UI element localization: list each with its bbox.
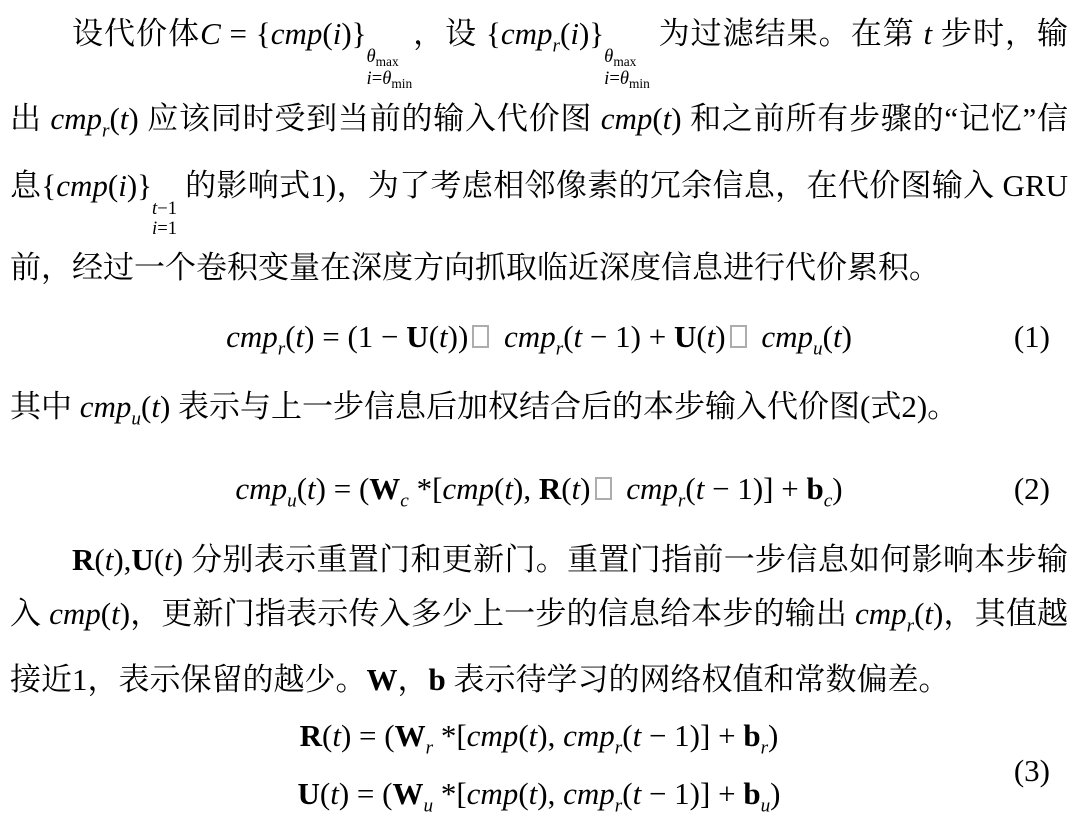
text-run: i: [332, 16, 342, 51]
text-run: r: [101, 119, 110, 141]
text-run: cmp: [504, 319, 556, 355]
text-run: ) = (: [338, 776, 393, 812]
text-run: t: [832, 319, 842, 355]
equation-1-number: (1): [1013, 319, 1050, 355]
text-run: U: [131, 541, 154, 577]
text-run: ，设: [412, 16, 486, 51]
text-run: cmp: [563, 776, 615, 812]
text-run: ，: [397, 661, 429, 697]
text-run: min: [391, 75, 413, 91]
text-run: [496, 319, 504, 354]
text-run: (: [322, 16, 333, 51]
text-run: cmp: [50, 100, 102, 136]
text-run: R: [299, 717, 322, 753]
script-stack: [152, 199, 177, 241]
text-run: (: [296, 470, 308, 506]
text-run: (: [141, 389, 152, 425]
text-run: W: [369, 470, 401, 506]
text-run: t: [119, 100, 129, 136]
text-run: θ: [619, 67, 629, 89]
text-run: (: [322, 717, 333, 753]
text-run: (: [109, 100, 120, 136]
text-run: ): [770, 776, 781, 812]
text-run: ): [580, 470, 591, 506]
equation-3-number: (3): [1013, 753, 1050, 789]
text-run: b: [806, 470, 824, 506]
text-run: b: [428, 661, 446, 697]
equation-3-row-reset-gate: [10, 713, 1068, 771]
text-run: *[: [433, 776, 467, 812]
text-run: ),: [537, 717, 564, 753]
text-run: ) = (1 −: [304, 319, 407, 355]
text-run: − 1)] +: [704, 470, 807, 506]
text-run: t: [571, 470, 581, 506]
text-run: R: [538, 470, 562, 506]
text-run: u: [287, 489, 297, 511]
text-run: t: [573, 319, 583, 355]
text-run: r: [614, 795, 623, 817]
text-run: ): [159, 389, 171, 425]
text-run: =1: [157, 218, 178, 240]
paragraph-cost-volume-intro: [10, 6, 1068, 295]
text-run: (: [563, 319, 574, 355]
text-run: ，其值越接近1，表示保留的越少。: [10, 595, 1069, 697]
text-run: cmp: [79, 389, 132, 425]
text-run: (: [153, 541, 165, 577]
text-run: U: [406, 319, 429, 355]
text-run: c: [400, 489, 409, 511]
text-run: 表示待学习的网络权值和常数偏差。: [445, 661, 950, 697]
text-run: ): [128, 100, 139, 136]
text-run: i: [570, 16, 579, 51]
missing-glyph-box: [730, 325, 747, 348]
text-run: (: [518, 717, 529, 753]
text-run: max: [375, 53, 399, 69]
text-run: max: [613, 53, 637, 69]
equation-2-formula: [235, 470, 843, 511]
text-run: 应该同时受到当前的输入代价图: [138, 100, 601, 136]
text-run: ),: [113, 541, 132, 577]
text-run: 为过滤结果。在第: [649, 16, 924, 51]
text-run: t: [923, 16, 933, 51]
text-run: 设代价体: [72, 16, 201, 51]
text-run: t: [695, 470, 705, 506]
text-run: t: [528, 717, 538, 753]
text-run: (: [107, 167, 119, 203]
text-run: 其中: [10, 389, 80, 425]
text-run: u: [813, 338, 823, 360]
text-run: t: [662, 100, 672, 136]
equation-1-formula: [226, 319, 852, 360]
text-run: cmp: [466, 776, 519, 812]
text-run: cmp: [235, 470, 288, 506]
text-run: U: [673, 319, 697, 355]
text-run: ): [768, 717, 779, 753]
paragraph-gates-explanation: [10, 533, 1068, 707]
text-run: r: [277, 338, 286, 360]
text-run: ) = (: [315, 470, 370, 506]
text-run: r: [614, 737, 623, 759]
text-run: ): [715, 319, 726, 355]
text-run: (: [696, 319, 707, 355]
text-run: ): [933, 595, 944, 631]
text-run: (: [561, 470, 572, 506]
text-run: W: [392, 776, 424, 812]
text-run: −1: [157, 197, 178, 219]
text-run: ): [841, 319, 852, 355]
text-run: cmp: [49, 595, 101, 631]
text-run: W: [394, 717, 426, 753]
equation-3-row-update-gate: [10, 771, 1068, 829]
text-run: t: [111, 595, 120, 631]
text-run: (: [652, 100, 663, 136]
text-run: i: [152, 218, 158, 240]
text-run: )}: [578, 16, 605, 51]
text-run: ),: [513, 470, 539, 506]
text-run: cmp: [600, 100, 653, 136]
text-run: t: [706, 319, 716, 355]
text-run: *[: [408, 470, 443, 506]
text-run: 表示与上一步信息后加权结合后的本步输入代价图(式2)。: [170, 389, 959, 425]
text-run: C: [200, 16, 221, 51]
text-run: 的影响式1)，为了考虑相邻像素的冗余信息，在代价图输入 GRU 前，经过一个卷积变量在深度方向抓取临近深度信息进行代价累积。: [10, 167, 1069, 286]
text-run: cmp: [626, 470, 678, 506]
missing-glyph-box: [472, 325, 489, 348]
text-run: b: [743, 776, 761, 812]
text-run: (: [94, 541, 105, 577]
text-run: 分别表示重置门和更新门。重置门指前一步信息如何影响本步输入: [10, 541, 1068, 631]
equation-1: [10, 307, 1068, 367]
text-run: − 1)] +: [641, 717, 744, 753]
text-run: ): [172, 541, 184, 577]
text-run: r: [425, 737, 434, 759]
text-run: cmp: [500, 16, 553, 51]
text-run: r: [677, 489, 686, 511]
text-run: t: [330, 776, 339, 812]
text-run: t: [632, 776, 642, 812]
text-run: *[: [433, 717, 467, 753]
equation-3: [10, 713, 1068, 829]
text-run: )}: [341, 16, 367, 51]
script-stack: [604, 47, 650, 91]
text-run: cmp: [226, 319, 278, 355]
text-run: u: [423, 795, 434, 817]
missing-glyph-box: [595, 477, 612, 500]
text-run: r: [555, 338, 564, 360]
text-run: (: [622, 776, 633, 812]
text-run: W: [366, 661, 398, 697]
text-run: r: [552, 35, 561, 57]
text-run: i: [118, 167, 127, 203]
text-run: (: [494, 470, 505, 506]
text-run: c: [823, 489, 833, 511]
text-run: U: [297, 776, 320, 812]
text-run: cmp: [56, 167, 108, 203]
text-run: t: [295, 319, 305, 355]
text-run: (: [285, 319, 296, 355]
text-run: (: [518, 776, 529, 812]
text-run: r: [906, 614, 915, 636]
text-run: θ: [382, 67, 392, 89]
text-run: r: [760, 737, 769, 759]
text-run: t: [632, 717, 642, 753]
text-run: 步时，输出: [10, 16, 1068, 136]
text-run: cmp: [466, 717, 519, 753]
text-run: (: [822, 319, 833, 355]
text-run: (: [560, 16, 571, 51]
text-run: (: [100, 595, 112, 631]
text-run: ): [671, 100, 682, 136]
script-stack: [367, 47, 413, 91]
text-run: t: [151, 389, 160, 425]
text-run: t: [152, 197, 158, 219]
text-run: θ: [366, 45, 376, 67]
text-run: R: [72, 541, 95, 577]
text-run: u: [131, 408, 142, 430]
text-run: t: [439, 319, 448, 355]
text-run: ，更新门指表示传入多少上一步的信息给本步的输出: [130, 595, 855, 631]
text-run: cmp: [854, 595, 907, 631]
text-run: u: [760, 795, 771, 817]
text-run: ): [119, 595, 131, 631]
text-run: t: [924, 595, 934, 631]
text-run: (: [914, 595, 925, 631]
text-run: (: [622, 717, 633, 753]
text-run: =: [371, 67, 383, 89]
text-run: t: [504, 470, 513, 506]
text-run: = {: [220, 16, 271, 51]
text-run: − 1)] +: [641, 776, 744, 812]
text-run: ): [832, 470, 843, 506]
text-run: b: [743, 717, 761, 753]
text-run: − 1) +: [582, 319, 674, 355]
paragraph-cmpu-explanation: [10, 379, 1068, 446]
text-run: =: [609, 67, 620, 89]
text-run: i: [604, 67, 610, 89]
text-run: (: [428, 319, 440, 355]
text-run: )}: [126, 167, 153, 203]
text-run: {: [41, 167, 57, 203]
text-run: (: [319, 776, 331, 812]
text-run: t: [164, 541, 173, 577]
equation-2: [10, 459, 1068, 519]
text-run: cmp: [270, 16, 323, 51]
text-run: min: [628, 75, 650, 91]
text-run: t: [307, 470, 316, 506]
text-run: )): [447, 319, 469, 355]
text-run: ),: [537, 776, 564, 812]
text-run: (: [685, 470, 696, 506]
text-run: {: [485, 16, 501, 51]
equation-2-number: (2): [1013, 470, 1050, 506]
text-run: i: [366, 67, 372, 89]
text-run: t: [332, 717, 341, 753]
text-run: 和之前所有步骤的“记忆”信息: [10, 100, 1069, 203]
text-run: cmp: [442, 470, 495, 506]
text-run: cmp: [761, 319, 814, 355]
text-run: ) = (: [340, 717, 395, 753]
text-run: θ: [604, 45, 614, 67]
text-run: t: [528, 776, 538, 812]
text-run: t: [104, 541, 114, 577]
text-run: cmp: [563, 717, 615, 753]
